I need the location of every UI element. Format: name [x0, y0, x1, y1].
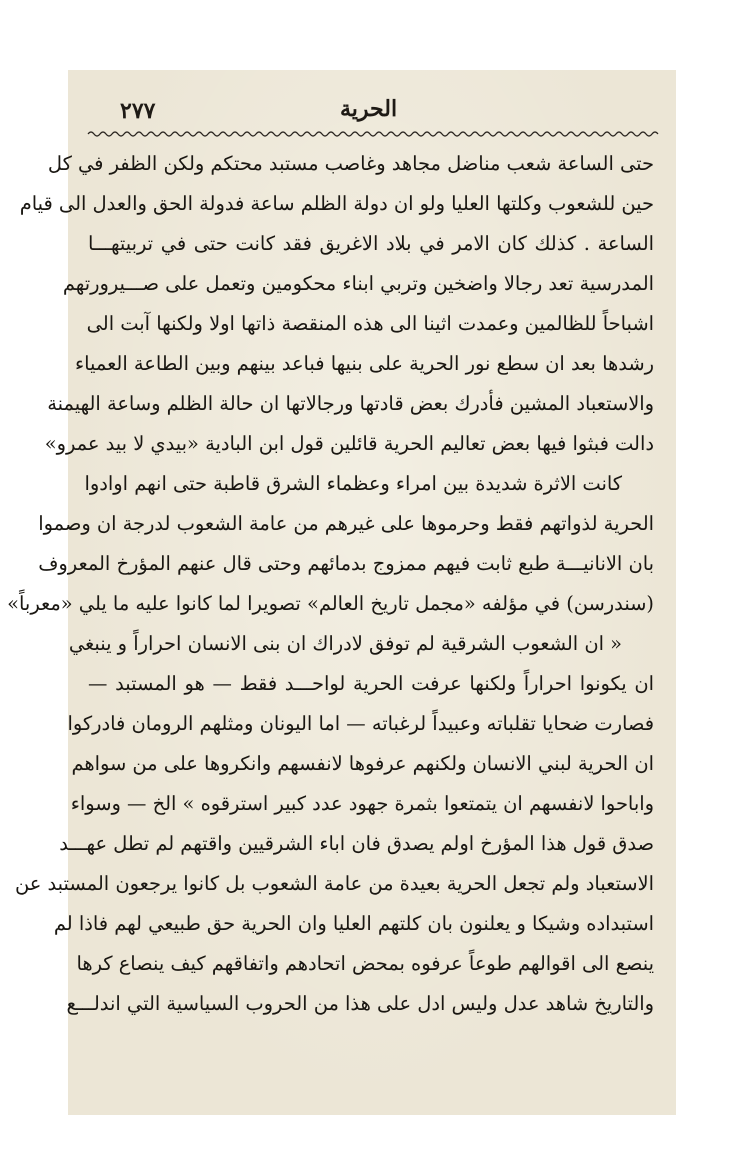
text-line: الحرية لذواتهم فقط وحرموها على غيرهم من عامة الشعوب لدرجة ان وصموا — [38, 512, 654, 535]
text-line: واباحوا لانفسهم ان يتمتعوا بثمرة جهود عدد كبير استرقوه » الخ — وسواء — [70, 792, 654, 815]
text-line: استبداده وشيكا و يعلنون بان كلتهم العليا وان الحرية حق طبيعي لهم فاذا لم — [53, 912, 654, 935]
page-number: ٢٧٧ — [120, 98, 156, 124]
text-line: الاستعباد ولم تجعل الحرية بعيدة من عامة الشعوب بل كانوا يرجعون المستبد عن — [15, 872, 654, 895]
text-line: فصارت ضحايا تقلباته وعبيداً لرغباته — اما اليونان ومثلهم الرومان فادركوا — [67, 712, 654, 735]
text-line: والاستعباد المشين فأدرك بعض قادتها ورجالاتها ان حالة الظلم وساعة الهيمنة — [47, 392, 654, 415]
running-title: الحرية — [340, 96, 398, 122]
text-line: صدق قول هذا المؤرخ اولم يصدق فان اباء الشرقيين واقتهم لم تطل عهـــد — [59, 832, 654, 855]
body-text — [7, 144, 654, 1024]
text-line: دالت فبثوا فيها بعض تعاليم الحرية قائلين قول ابن البادية «بيدي لا بيد عمرو» — [44, 432, 654, 455]
text-line: والتاريخ شاهد عدل وليس ادل على هذا من الحروب السياسية التي اندلـــع — [66, 992, 654, 1015]
text-line: حتى الساعة شعب مناضل مجاهد وغاصب مستبد محتكم ولكن الظفر في كل — [47, 152, 654, 175]
book-page — [7, 70, 676, 1115]
wavy-rule-divider — [88, 128, 654, 140]
text-line: ان الحرية لبني الانسان ولكنهم عرفوها لانفسهم وانكروها على من سواهم — [71, 752, 654, 775]
page-header — [68, 92, 676, 132]
text-line: الساعة . كذلك كان الامر في بلاد الاغريق فقد كانت حتى في تربيتهـــا — [88, 232, 654, 255]
text-line: (سندرسن) في مؤلفه «مجمل تاريخ العالم» تصويرا لما كانوا عليه ما يلي «معرباً» — [7, 592, 654, 615]
text-line: رشدها بعد ان سطع نور الحرية على بنيها فباعد بينهم وبين الطاعة العمياء — [74, 352, 654, 375]
text-line: كانت الاثرة شديدة بين امراء وعظماء الشرق قاطبة حتى انهم اوادوا — [84, 472, 622, 495]
text-line: اشباحاً للظالمين وعمدت اثينا الى هذه المنقصة ذاتها اولا ولكنها آبت الى — [86, 312, 654, 335]
text-line: المدرسية تعد رجالا واضخين وتربي ابناء محكومين وتعمل على صـــيرورتهم — [62, 272, 654, 295]
text-line: ينصع الى اقوالهم طوعاً عرفوه بمحض اتحادهم واتفاقهم كيف ينصاع كرها — [76, 952, 654, 975]
text-line: بان الانانيـــة طبع ثابت فيهم ممزوج بدمائهم وحتى قال عنهم المؤرخ المعروف — [38, 552, 654, 575]
text-line: ان يكونوا احراراً ولكنها عرفت الحرية لواحـــد فقط — هو المستبد — — [88, 672, 654, 695]
text-line: حين للشعوب وكلتها العليا ولو ان دولة الظلم ساعة فدولة الحق والعدل الى قيام — [19, 192, 654, 215]
text-line: « ان الشعوب الشرقية لم توفق لادراك ان بنى الانسان احراراً و ينبغي — [68, 632, 622, 655]
